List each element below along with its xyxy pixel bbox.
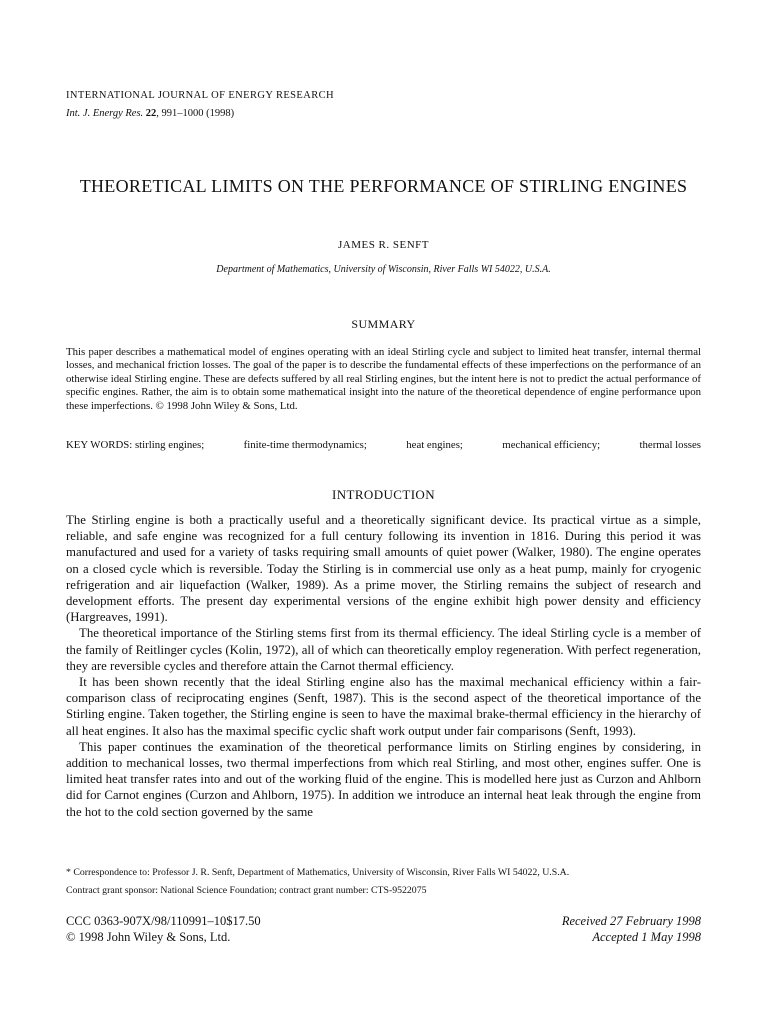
ccc-code: CCC 0363-907X/98/110991–10$17.50 xyxy=(66,914,261,928)
grant-note: Contract grant sponsor: National Science Foundation; contract grant number: CTS-9522075 xyxy=(66,885,427,896)
correspondence-note: * Correspondence to: Professor J. R. Senft, Department of Mathematics, University of Wisconsin, River Falls WI 54022, U.S.A. xyxy=(66,867,570,878)
keyword-item: mechanical efficiency; xyxy=(502,439,601,451)
keyword-item: finite-time thermodynamics; xyxy=(243,439,367,451)
keyword-item: thermal losses xyxy=(639,439,701,451)
introduction-heading: INTRODUCTION xyxy=(331,487,435,502)
summary-text: This paper describes a mathematical model of engines operating with an ideal Stirling cycle and subject to limited heat transfer, internal thermal losses, and mechanical friction losses. The goal of the paper is to describe the fundamental effects of these imperfections on the performance of an otherwise ideal Stirling engine. These are defects suffered by all real Stirling engines, but the intent here is not to predict the actual performance of specific engines. Rather, the aim is to obtain some mathematical insight into the nature of the theoretical dependence of engine performance upon these imperfections. © 1998 John Wiley & Sons, Ltd. xyxy=(66,346,701,412)
keyword-item: heat engines; xyxy=(406,439,463,451)
footnotes xyxy=(66,864,701,900)
footer-copyright: © 1998 John Wiley & Sons, Ltd. xyxy=(66,930,231,944)
citation-volume: 22 xyxy=(145,108,157,119)
keywords-line xyxy=(66,438,701,452)
received-date: Received 27 February 1998 xyxy=(561,914,701,928)
intro-paragraph: The theoretical importance of the Stirling stems first from its thermal efficiency. The ideal Stirling cycle is a member of the family of Reitlinger cycles (Kolin, 1972), all of which can theoretically employ regeneration. With perfect regeneration, they are reversible cycles and therefore attain the Carnot thermal efficiency. xyxy=(66,626,701,673)
intro-paragraph: The Stirling engine is both a practically useful and a theoretically significant device. Its practical virtue as a simple, reliable, and safe engine was recognized for a full century following its invention in 1816. During this period it was manufactured and used for a variety of tasks requiring small amounts of quiet power (Walker, 1980). The engine operates on a closed cycle which is reversible. Today the Stirling is in commercial use only as a heat pump, mainly for cryogenic refrigeration and air liquefaction (Walker, 1989). As a prime mover, the Stirling remains the subject of research and development efforts. The present day experimental versions of the engine exhibit high power density and efficiency (Hargreaves, 1991). xyxy=(66,513,701,625)
summary-heading: SUMMARY xyxy=(351,317,416,331)
author-affiliation: Department of Mathematics, University of Wisconsin, River Falls WI 54022, U.S.A. xyxy=(216,264,551,275)
introduction-body xyxy=(66,512,701,820)
citation-line xyxy=(66,108,234,119)
page-footer xyxy=(66,913,701,945)
footer-left xyxy=(66,913,261,945)
accepted-date: Accepted 1 May 1998 xyxy=(592,930,701,944)
citation-pages: , 991–1000 (1998) xyxy=(156,108,235,119)
paper-title: THEORETICAL LIMITS ON THE PERFORMANCE OF STIRLING ENGINES xyxy=(79,176,688,196)
author-name: JAMES R. SENFT xyxy=(337,239,430,251)
journal-name: INTERNATIONAL JOURNAL OF ENERGY RESEARCH xyxy=(66,90,334,101)
citation-journal: Int. J. Energy Res. xyxy=(66,108,144,119)
footer-dates xyxy=(562,913,701,945)
keywords-label: KEY WORDS: stirling engines; xyxy=(66,439,205,451)
intro-paragraph: It has been shown recently that the ideal Stirling engine also has the maximal mechanical efficiency within a fair-comparison class of reciprocating engines (Senft, 1987). This is the second aspect of the theoretical importance of the Stirling engine. Taken together, the Stirling engine is seen to have the maximal brake-thermal efficiency in the hierarchy of all heat engines. It also has the maximal specific cyclic shaft work output under fair comparisons (Senft, 1993). xyxy=(66,675,701,738)
intro-paragraph: This paper continues the examination of the theoretical performance limits on Stirling engines by considering, in addition to mechanical losses, two thermal imperfections from which real Stirling, and most other, engines suffer. One is limited heat transfer rates into and out of the working fluid of the engine. This is modelled here just as Curzon and Ahlborn did for Carnot engines (Curzon and Ahlborn, 1975). In addition we introduce an internal heat leak through the engine from the hot to the cold section governed by the same xyxy=(66,739,701,819)
